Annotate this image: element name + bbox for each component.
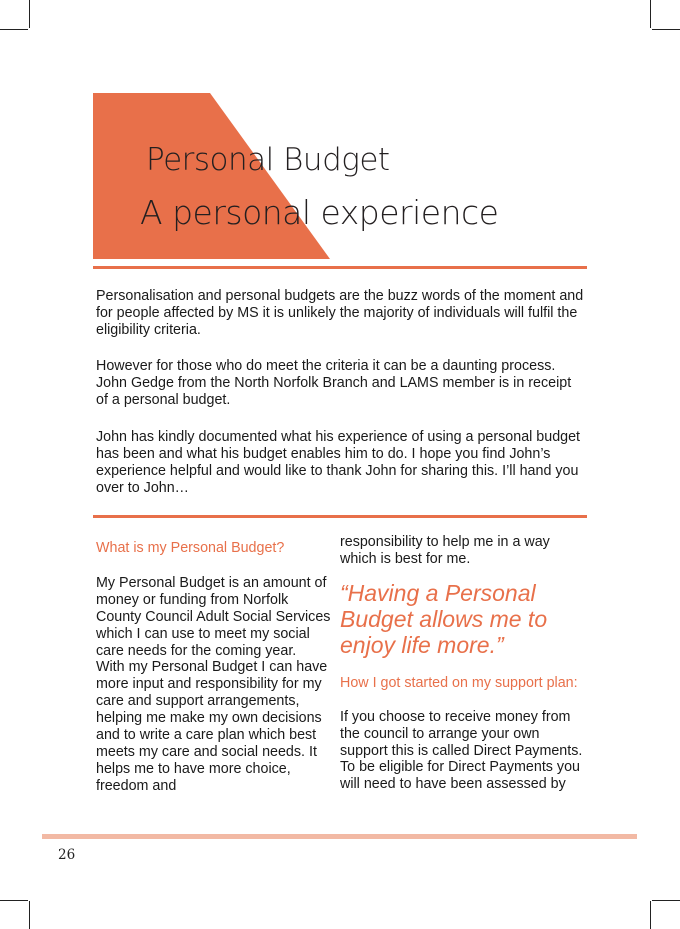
- page-title: Personal Budget: [146, 142, 390, 178]
- divider: [93, 515, 587, 518]
- section-heading: What is my Personal Budget?: [96, 540, 285, 556]
- body-paragraph-continued: responsibility to help me in a way which is best for me.: [340, 534, 550, 567]
- pull-quote: “Having a Personal Budget allows me to enjoy life more.”: [340, 579, 548, 658]
- crop-mark: [0, 29, 28, 30]
- body-paragraph: If you choose to receive money from the council to arrange your own support this is called Direct Payments. To be eligible for Direct Payments you will need to have been assessed by: [340, 708, 583, 793]
- crop-mark: [29, 0, 30, 28]
- right-column: [340, 534, 590, 793]
- body-paragraph: With my Personal Budget I can have more input and responsibility for my care and support arrangements, helping me make my own decisions and to write a care plan which best meets my care and social needs. It helps me to have more choice, freedom and: [96, 659, 328, 794]
- crop-mark: [650, 0, 651, 28]
- intro-paragraph: John has kindly documented what his experience of using a personal budget has been and what his budget enables him to do. I hope you find John’s experience helpful and would like to thank John for sharing this. I’ll hand you over to John…: [96, 429, 581, 496]
- left-column: [96, 540, 336, 795]
- body-paragraph: My Personal Budget is an amount of money or funding from Norfolk County Council Adult Social Services which I can use to meet my social care needs for the coming year.: [96, 574, 331, 659]
- page-subtitle: A personal experience: [140, 193, 499, 232]
- crop-mark: [0, 900, 28, 901]
- section-heading: How I got started on my support plan:: [340, 674, 578, 691]
- page-number: 26: [58, 847, 76, 863]
- divider: [93, 266, 587, 269]
- crop-mark: [652, 900, 680, 901]
- crop-mark: [652, 29, 680, 30]
- footer-divider: [42, 834, 637, 839]
- intro-paragraph: However for those who do meet the criteria it can be a daunting process. John Gedge from the North Norfolk Branch and LAMS member is in receipt of a personal budget.: [96, 358, 572, 408]
- crop-mark: [650, 901, 651, 929]
- crop-mark: [29, 901, 30, 929]
- intro-paragraph: Personalisation and personal budgets are the buzz words of the moment and for people affected by MS it is unlikely the majority of individuals will fulfil the eligibility criteria.: [96, 288, 584, 338]
